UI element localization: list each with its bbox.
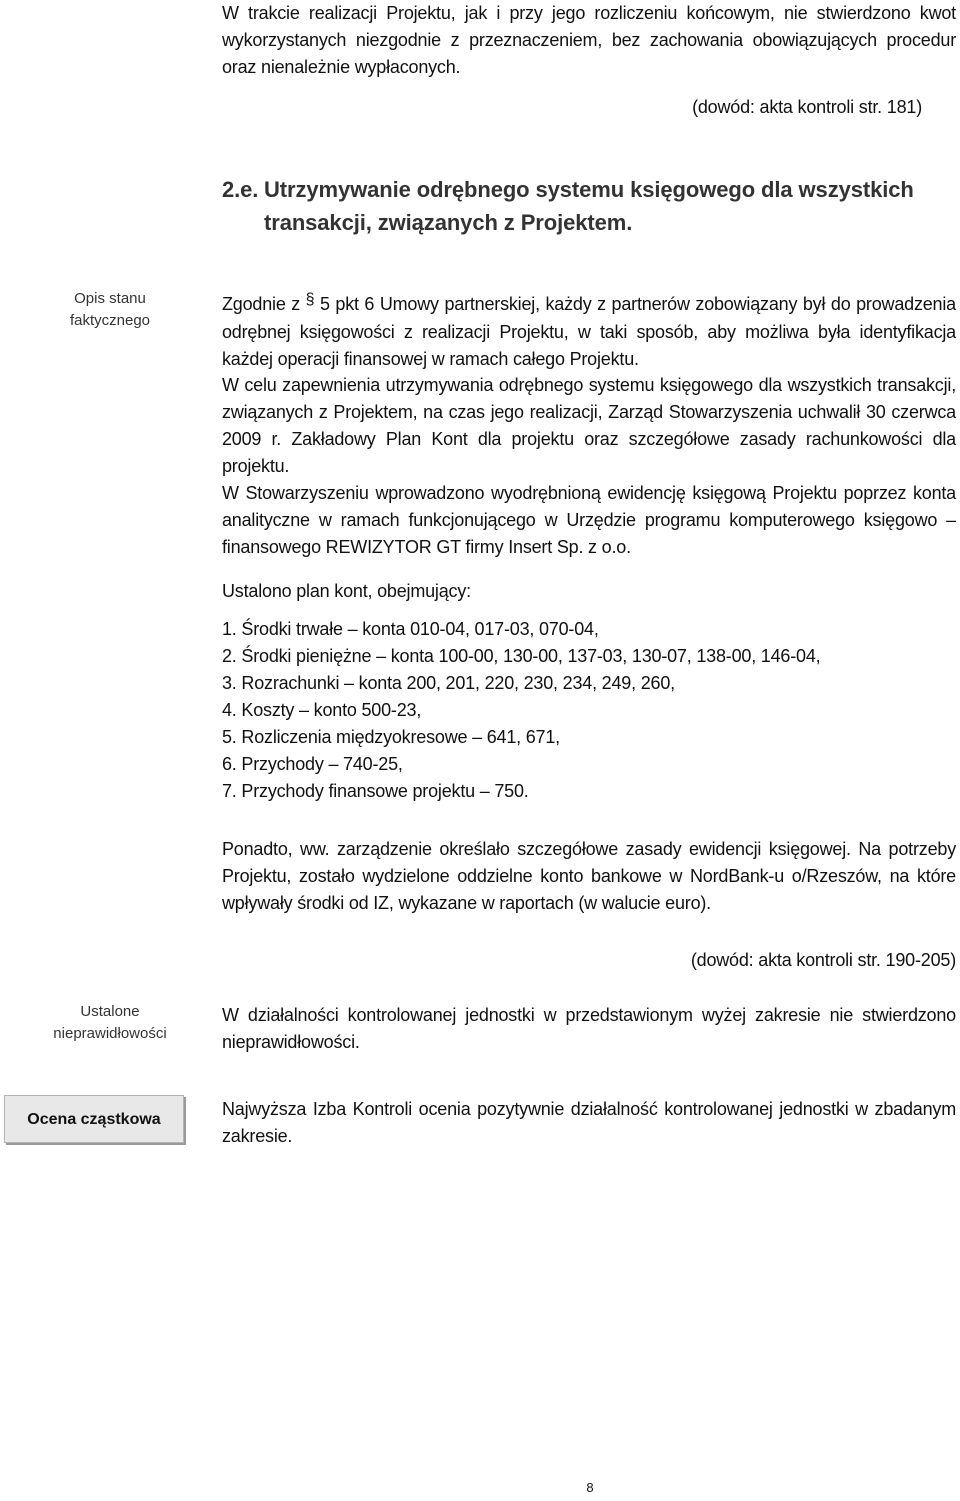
opis-label-line2: faktycznego [69,312,151,329]
opis-paragraph-4: Ponadto, ww. zarządzenie określało szczegółowe zasady ewidencji księgowej. Na potrzeby Projektu, zostało wydzielone oddzielne konto bankowe w NordBank-u o/Rzeszów, na które wpływały środki od IZ, wykazane w raportach (w walucie euro). [222,839,956,913]
opis-p1-rest: 5 pkt 6 Umowy partnerskiej, każdy z partnerów zobowiązany był do prowadzenia odrębnej księgowości z realizacji Projektu, w taki sposób, aby możliwa była identyfikacja każdej operacji finansowej w ramach całego Projektu. [222,294,956,369]
list-item: 4. Koszty – konto 500-23, [222,700,422,720]
opis-paragraph-2: W celu zapewnienia utrzymywania odrębnego systemu księgowego dla wszystkich transakcji, związanych z Projektem, na czas jego realizacji, Zarząd Stowarzyszenia uchwalił 30 czerwca 2009 r. Zakładowy Plan Kont dla projektu oraz szczegółowe zasady rachunkowości dla projektu. [222,375,956,476]
section-sign-glyph: § [305,291,315,308]
opis-paragraph-3: W Stowarzyszeniu wprowadzono wyodrębnioną ewidencję księgową Projektu poprzez konta analityczne w ramach funkcjonującego w Urzędzie programu komputerowego księgowo – finansowego REWIZYTOR GT firmy Insert Sp. z o.o. [222,483,956,557]
list-item: 1. Środki trwałe – konta 010-04, 017-03, 070-04, [222,619,599,639]
ocena-paragraph: Najwyższa Izba Kontroli ocenia pozytywnie działalność kontrolowanej jednostki w zbadanym zakresie. [222,1099,956,1146]
opis-label-line1: Opis stanu [74,290,146,307]
ocena-czastkowa-box: Ocena cząstkowa [4,1095,184,1143]
list-item: 3. Rozrachunki – konta 200, 201, 220, 230, 234, 249, 260, [222,673,675,693]
opis-paragraph-1 [222,291,956,373]
opis-p1-start: Zgodnie z [222,294,301,314]
list-item: 7. Przychody finansowe projektu – 750. [222,781,529,801]
intro-paragraph: W trakcie realizacji Projektu, jak i przy jego rozliczeniu końcowym, nie stwierdzono kwot wykorzystanych niezgodnie z przeznaczeniem, bez zachowania obowiązujących procedur oraz nienależnie wypłaconych. [222,3,956,77]
list-item: 2. Środki pieniężne – konta 100-00, 130-00, 137-03, 130-07, 138-00, 146-04, [222,646,821,666]
list-item: 5. Rozliczenia międzyokresowe – 641, 671, [222,727,560,747]
ustalone-paragraph: W działalności kontrolowanej jednostki w przedstawionym wyżej zakresie nie stwierdzono nieprawidłowości. [222,1005,956,1052]
plan-kont-intro: Ustalono plan kont, obejmujący: [222,581,471,601]
section-title-line2: transakcji, związanych z Projektem. [264,210,633,235]
opis-stanu-label [30,288,190,332]
list-item: 6. Przychody – 740-25, [222,754,403,774]
ustalone-label-line1: Ustalone [80,1003,140,1020]
intro-evidence-reference: (dowód: akta kontroli str. 181) [692,97,922,117]
page-number: 8 [586,1480,594,1495]
section-number: 2.e. [222,177,259,202]
section-title-line1: Utrzymywanie odrębnego systemu księgowego dla wszystkich [264,177,914,202]
opis-evidence-reference: (dowód: akta kontroli str. 190-205) [690,950,956,970]
section-heading [222,173,960,239]
ustalone-label-line2: nieprawidłowości [53,1025,167,1042]
ustalone-label [30,1001,190,1045]
plan-kont-list [222,616,942,805]
